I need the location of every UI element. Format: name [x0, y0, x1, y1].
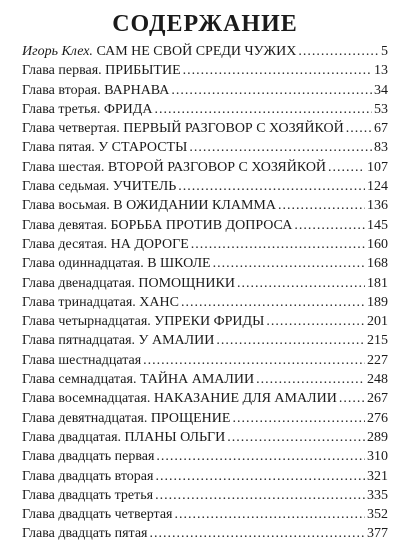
- toc-entry-label: [22, 158, 326, 177]
- toc-dot-leader: [346, 119, 372, 138]
- toc-entry: [22, 351, 388, 370]
- toc-dot-leader: [256, 370, 365, 389]
- toc-entry: [22, 158, 388, 177]
- toc-entry-title: Глава девятая. БОРЬБА ПРОТИВ ДОПРОСА: [22, 217, 293, 233]
- toc-entry-page: 310: [367, 449, 388, 465]
- toc-entry-title: Глава первая. ПРИБЫТИЕ: [22, 63, 181, 79]
- toc-entry-label: [22, 196, 276, 215]
- toc-entry-label: [22, 370, 254, 389]
- toc-entry-label: [22, 486, 153, 505]
- toc-entry: [22, 119, 388, 138]
- toc-entry-title: Глава двадцатая. ПЛАНЫ ОЛЬГИ: [22, 429, 226, 445]
- toc-dot-leader: [237, 274, 365, 293]
- toc-entry-page: 136: [367, 198, 388, 214]
- toc-entry-page: 352: [367, 507, 388, 523]
- toc-entry-label: [22, 293, 179, 312]
- toc-entry-label: [22, 216, 292, 235]
- toc-entry: [22, 486, 388, 505]
- toc-entry-title: Глава восьмая. В ОЖИДАНИИ КЛАММА: [22, 198, 276, 214]
- toc-entry-title: Глава двадцать пятая: [22, 526, 148, 542]
- toc-dot-leader: [216, 331, 365, 350]
- toc-dot-leader: [154, 100, 372, 119]
- toc-entry-label: [22, 428, 225, 447]
- toc-entry-page: 13: [374, 63, 388, 79]
- toc-entry-title: Глава двадцать первая: [22, 449, 155, 465]
- toc-entry: [22, 428, 388, 447]
- toc-dot-leader: [183, 61, 372, 80]
- toc-dot-leader: [171, 81, 372, 100]
- toc-entry: [22, 409, 388, 428]
- toc-entry-title: Глава шестнадцатая: [22, 352, 142, 368]
- toc-entry-page: 181: [367, 275, 388, 291]
- toc-dot-leader: [189, 138, 372, 157]
- toc-entry-label: [22, 447, 154, 466]
- toc-entry-label: [22, 312, 264, 331]
- toc-entry-label: [22, 505, 173, 524]
- toc-entry: [22, 216, 388, 235]
- toc-dot-leader: [278, 196, 365, 215]
- toc-entry-page: 201: [367, 314, 388, 330]
- toc-entry: [22, 467, 388, 486]
- toc-dot-leader: [298, 42, 379, 61]
- toc-entry-page: 107: [367, 159, 388, 175]
- toc-dot-leader: [175, 505, 366, 524]
- toc-entry: [22, 177, 388, 196]
- toc-entry-title: Глава пятая. У СТАРОСТЫ: [22, 140, 188, 156]
- toc-entry-label: [22, 467, 153, 486]
- toc-entry-label: [22, 351, 141, 370]
- toc-entry-title: Глава восемнадцатая. НАКАЗАНИЕ ДЛЯ АМАЛИИ: [22, 391, 337, 407]
- toc-entry-title: Глава двадцать третья: [22, 487, 154, 503]
- toc-entry: [22, 447, 388, 466]
- toc-entry-label: [22, 389, 337, 408]
- toc-entry-label: [22, 138, 187, 157]
- toc-entry: [22, 505, 388, 524]
- toc-dot-leader: [155, 486, 365, 505]
- toc-entry-label: [22, 177, 176, 196]
- toc-dot-leader: [227, 428, 365, 447]
- toc-dot-leader: [178, 177, 365, 196]
- toc-entry-page: 168: [367, 256, 388, 272]
- toc-entry-title: Глава четырнадцатая. УПРЕКИ ФРИДЫ: [22, 314, 265, 330]
- toc-entry: [22, 331, 388, 350]
- toc-dot-leader: [181, 293, 365, 312]
- toc-entry: [22, 81, 388, 100]
- toc-entry: [22, 254, 388, 273]
- toc-entry-page: 289: [367, 429, 388, 445]
- toc-entry-title: САМ НЕ СВОЙ СРЕДИ ЧУЖИХ: [92, 44, 297, 59]
- toc-entry-page: 34: [374, 82, 388, 98]
- toc-entry-title: Глава семнадцатая. ТАЙНА АМАЛИИ: [22, 372, 255, 388]
- toc-entry: [22, 312, 388, 331]
- toc-entry-page: 145: [367, 217, 388, 233]
- toc-entry-label: [22, 100, 152, 119]
- toc-entry-title: Глава двадцать вторая: [22, 468, 154, 484]
- toc-entry-label: [22, 119, 344, 138]
- toc-entry-label: [22, 61, 181, 80]
- toc-entry: [22, 235, 388, 254]
- toc-entry-title: Глава двенадцатая. ПОМОЩНИКИ: [22, 275, 235, 291]
- toc-dot-leader: [143, 351, 365, 370]
- toc-entry: [22, 61, 388, 80]
- toc-entry-title: Глава третья. ФРИДА: [22, 101, 153, 117]
- toc-entry-page: 248: [367, 372, 388, 388]
- toc-entry-label: [22, 331, 214, 350]
- toc-entry-author: Игорь Клех.: [22, 44, 93, 59]
- toc-entry-title: Глава двадцать четвертая: [22, 507, 173, 523]
- toc-entry-page: 321: [367, 468, 388, 484]
- toc-entry: [22, 42, 388, 61]
- toc-entry-page: 227: [367, 352, 388, 368]
- toc-entry-label: [22, 42, 296, 61]
- toc-entry-page: 335: [367, 487, 388, 503]
- toc-dot-leader: [191, 235, 365, 254]
- toc-entry-label: [22, 235, 189, 254]
- toc-entry: [22, 100, 388, 119]
- toc-entry-page: 67: [374, 121, 388, 137]
- table-of-contents: [22, 42, 388, 544]
- toc-entry: [22, 274, 388, 293]
- toc-entry-title: Глава десятая. НА ДОРОГЕ: [22, 236, 189, 252]
- toc-entry-page: 276: [367, 410, 388, 426]
- toc-dot-leader: [232, 409, 365, 428]
- toc-entry-page: 5: [381, 44, 388, 59]
- toc-entry-page: 160: [367, 236, 388, 252]
- toc-entry-label: [22, 524, 148, 543]
- toc-entry-page: 53: [374, 101, 388, 117]
- toc-dot-leader: [150, 524, 366, 543]
- toc-entry-page: 83: [374, 140, 388, 156]
- toc-entry: [22, 524, 388, 543]
- toc-entry-label: [22, 81, 169, 100]
- toc-entry-title: Глава одиннадцатая. В ШКОЛЕ: [22, 256, 211, 272]
- toc-entry-page: 377: [367, 526, 388, 542]
- toc-entry-page: 189: [367, 294, 388, 310]
- toc-entry-title: Глава вторая. ВАРНАВА: [22, 82, 170, 98]
- toc-entry-page: 124: [367, 179, 388, 195]
- toc-entry-title: Глава девятнадцатая. ПРОЩЕНИЕ: [22, 410, 231, 426]
- toc-dot-leader: [294, 216, 365, 235]
- toc-dot-leader: [339, 389, 365, 408]
- toc-entry: [22, 389, 388, 408]
- toc-entry-title: Глава четвертая. ПЕРВЫЙ РАЗГОВОР С ХОЗЯЙКОЙ: [22, 121, 344, 137]
- toc-entry-title: Глава седьмая. УЧИТЕЛЬ: [22, 179, 177, 195]
- toc-dot-leader: [328, 158, 365, 177]
- toc-entry-title: Глава шестая. ВТОРОЙ РАЗГОВОР С ХОЗЯЙКОЙ: [22, 159, 327, 175]
- toc-entry-page: 267: [367, 391, 388, 407]
- toc-entry: [22, 138, 388, 157]
- toc-dot-leader: [155, 467, 365, 486]
- toc-entry-label: [22, 254, 211, 273]
- toc-entry: [22, 370, 388, 389]
- toc-entry-title: Глава пятнадцатая. У АМАЛИИ: [22, 333, 215, 349]
- toc-dot-leader: [156, 447, 365, 466]
- toc-entry-page: 215: [367, 333, 388, 349]
- toc-dot-leader: [213, 254, 365, 273]
- toc-entry-title: Глава тринадцатая. ХАНС: [22, 294, 179, 310]
- page-title: СОДЕРЖАНИЕ: [112, 11, 298, 37]
- toc-entry: [22, 293, 388, 312]
- toc-entry-label: [22, 409, 230, 428]
- toc-entry: [22, 196, 388, 215]
- toc-dot-leader: [266, 312, 365, 331]
- toc-entry-label: [22, 274, 235, 293]
